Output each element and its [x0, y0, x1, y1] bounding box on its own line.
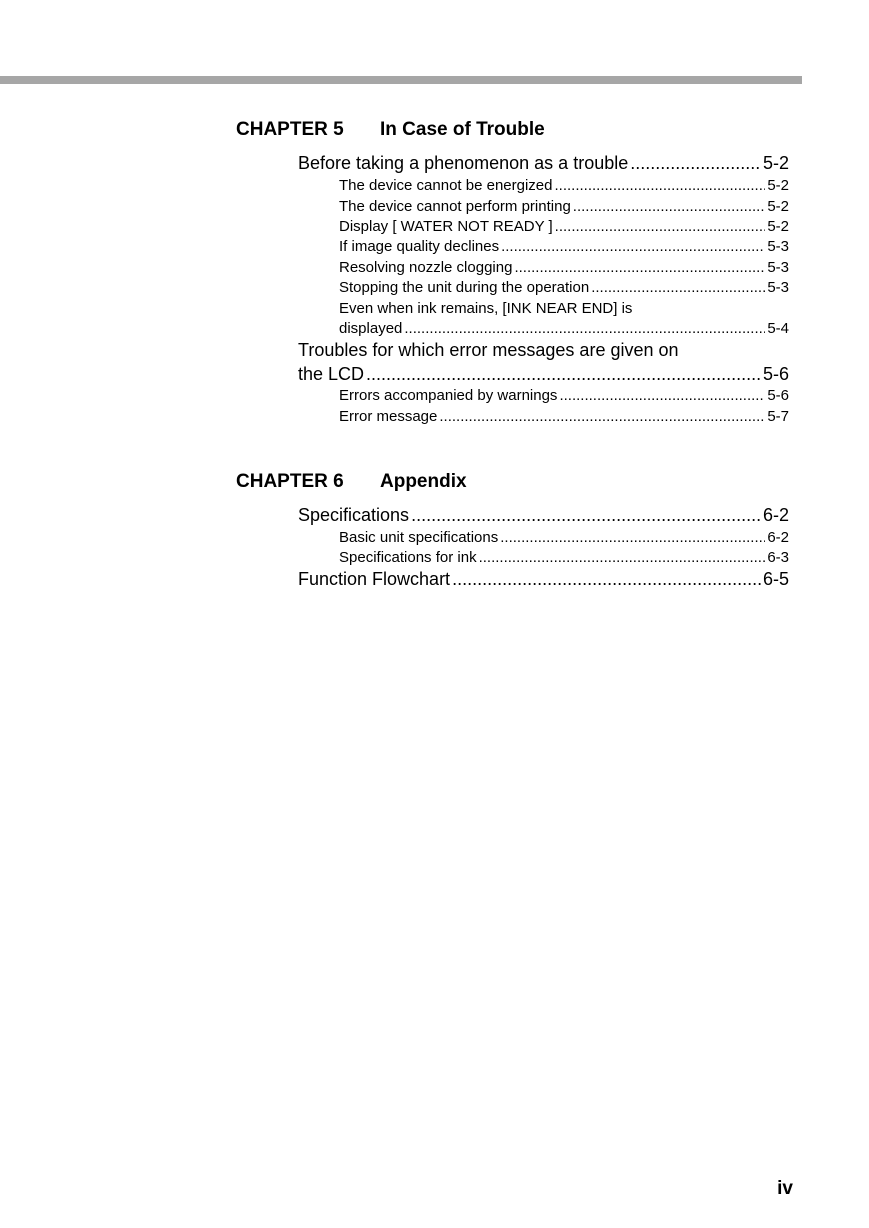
toc-entry-function-flowchart[interactable] — [298, 569, 789, 590]
chapter-title: In Case of Trouble — [380, 119, 545, 140]
toc-entry-ink-near-end[interactable] — [339, 320, 789, 337]
toc-entry-page: 5-4 — [767, 320, 789, 337]
toc-entry-title: Specifications — [298, 505, 410, 525]
toc-leader — [404, 320, 765, 337]
toc-leader — [555, 218, 766, 235]
toc-entry-page: 6-2 — [762, 505, 789, 525]
toc-entry-title: Basic unit specifications — [339, 529, 499, 546]
toc-entry-specifications[interactable] — [298, 505, 789, 526]
toc-entry-error-messages[interactable] — [298, 364, 789, 385]
toc-entry-page: 5-2 — [767, 177, 789, 194]
toc-leader — [514, 259, 765, 276]
header-rule — [0, 76, 802, 84]
toc-leader — [411, 505, 761, 526]
toc-entry-page: 5-2 — [767, 198, 789, 215]
chapter-label: CHAPTER 6 — [236, 471, 344, 492]
chapter-6-heading — [236, 471, 467, 493]
chapter-title: Appendix — [380, 471, 467, 492]
toc-entry-page: 5-2 — [762, 153, 789, 173]
toc-entry-water-not-ready[interactable] — [339, 218, 789, 235]
toc-entry-title: Errors accompanied by warnings — [339, 387, 558, 404]
toc-entry-page: 5-3 — [767, 238, 789, 255]
toc-entry-page: 5-7 — [767, 408, 789, 425]
toc-entry-image-quality[interactable] — [339, 238, 789, 255]
toc-entry-page: 6-3 — [767, 549, 789, 566]
toc-entry-title: The device cannot perform printing — [339, 198, 571, 215]
toc-leader — [439, 408, 765, 425]
toc-entry-title: Before taking a phenomenon as a trouble — [298, 153, 629, 173]
toc-entry-title: Error message — [339, 408, 438, 425]
toc-entry-page: 5-6 — [762, 364, 789, 384]
toc-leader — [501, 238, 765, 255]
toc-entry-title: If image quality declines — [339, 238, 500, 255]
toc-entry-title: Resolving nozzle clogging — [339, 259, 513, 276]
page-number: iv — [777, 1178, 793, 1199]
toc-entry-not-energized[interactable] — [339, 177, 789, 194]
toc-entry-title: Specifications for ink — [339, 549, 477, 566]
toc-entry-error-message[interactable] — [339, 408, 789, 425]
toc-entry-title: Display [ WATER NOT READY ] — [339, 218, 553, 235]
toc-entry-title: the LCD — [298, 364, 365, 384]
toc-leader — [573, 198, 766, 215]
toc-entry-page: 5-2 — [767, 218, 789, 235]
toc-entry-stopping-unit[interactable] — [339, 279, 789, 296]
toc-leader — [500, 529, 765, 546]
toc-leader — [366, 364, 761, 385]
toc-entry-ink-specs[interactable] — [339, 549, 789, 566]
toc-leader — [591, 279, 765, 296]
toc-entry-page: 6-5 — [762, 569, 789, 589]
toc-leader — [452, 569, 761, 590]
toc-entry-title: displayed — [339, 320, 403, 337]
toc-entry-warnings[interactable] — [339, 387, 789, 404]
toc-entry-page: 5-3 — [767, 279, 789, 296]
toc-entry-title: Function Flowchart — [298, 569, 451, 589]
toc-entry-cannot-print[interactable] — [339, 198, 789, 215]
toc-entry-ink-near-end-line1[interactable]: Even when ink remains, [INK NEAR END] is — [339, 300, 633, 317]
toc-leader — [554, 177, 765, 194]
toc-entry-page: 5-3 — [767, 259, 789, 276]
toc-entry-title: The device cannot be energized — [339, 177, 553, 194]
toc-leader — [559, 387, 765, 404]
toc-entry-page: 6-2 — [767, 529, 789, 546]
toc-entry-error-messages-line1[interactable]: Troubles for which error messages are given on — [298, 340, 679, 360]
chapter-5-heading — [236, 119, 545, 141]
toc-leader — [630, 153, 761, 174]
toc-leader — [479, 549, 766, 566]
toc-entry-basic-unit-specs[interactable] — [339, 529, 789, 546]
toc-entry-nozzle-clogging[interactable] — [339, 259, 789, 276]
toc-entry-before-trouble[interactable] — [298, 153, 789, 174]
toc-entry-page: 5-6 — [767, 387, 789, 404]
chapter-label: CHAPTER 5 — [236, 119, 344, 140]
toc-entry-title: Stopping the unit during the operation — [339, 279, 590, 296]
